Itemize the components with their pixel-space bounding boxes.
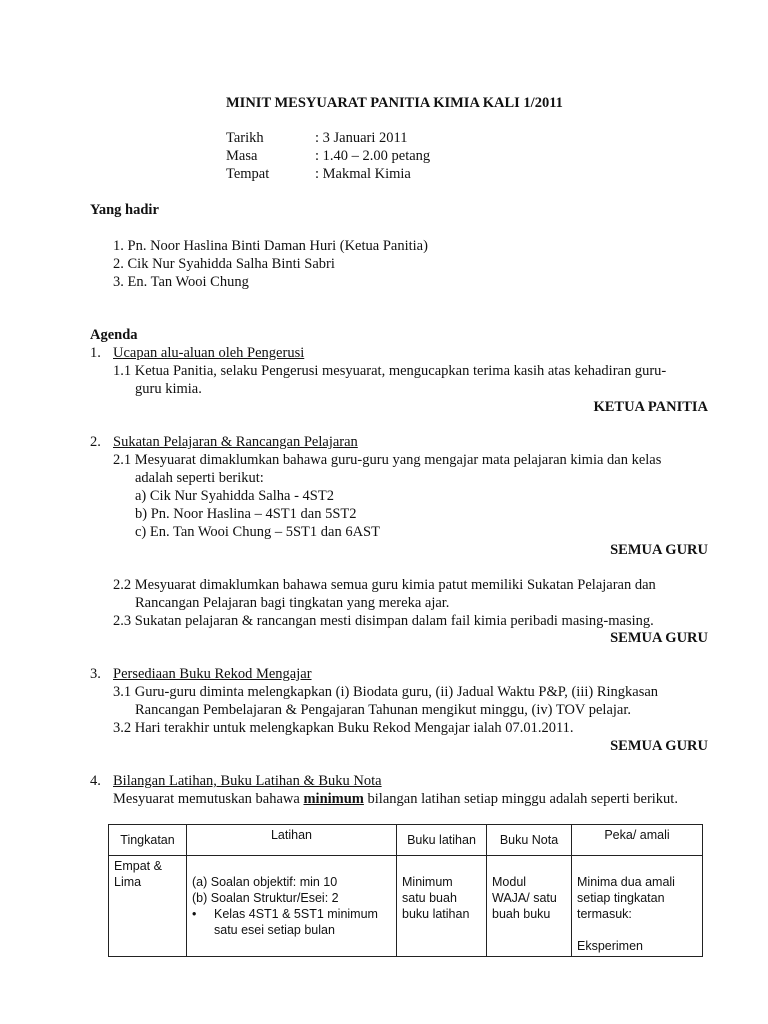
section-number: 4. <box>90 773 101 789</box>
meta-label-time: Masa <box>226 148 258 164</box>
bullet-icon: • <box>192 907 197 921</box>
exercise-table <box>108 824 703 957</box>
section-paragraph: 2.3 Sukatan pelajaran & rancangan mesti disimpan dalam fail kimia peribadi masing-masing. <box>113 613 654 629</box>
attendance-item: 3. En. Tan Wooi Chung <box>113 274 249 290</box>
intro-text: bilangan latihan setiap minggu adalah seperti berikut. <box>363 791 678 807</box>
section-paragraph <box>113 790 678 808</box>
cell-line: Minimum <box>402 875 453 889</box>
list-item: a) Cik Nur Syahidda Salha - 4ST2 <box>135 488 334 504</box>
section-paragraph: 3.1 Guru-guru diminta melengkapkan (i) Biodata guru, (ii) Jadual Waktu P&P, (iii) Ringkasan <box>113 684 659 700</box>
attendance-item: 2. Cik Nur Syahidda Salha Binti Sabri <box>113 256 335 272</box>
cell-line: Minima dua amali <box>577 875 675 889</box>
attendance-item: 1. Pn. Noor Haslina Binti Daman Huri (Ketua Panitia) <box>113 238 428 254</box>
section-paragraph: 2.1 Mesyuarat dimaklumkan bahawa guru-guru yang mengajar mata pelajaran kimia dan kelas <box>113 452 662 468</box>
cell-line: termasuk: <box>577 907 632 921</box>
section-paragraph: 1.1 Ketua Panitia, selaku Pengerusi mesyuarat, mengucapkan terima kasih atas kehadiran guru- <box>113 363 667 379</box>
cell-line: (b) Soalan Struktur/Esei: 2 <box>192 891 339 905</box>
section-paragraph: Rancangan Pelajaran bagi tingkatan yang mereka ajar. <box>135 595 450 611</box>
section-paragraph: Rancangan Pembelajaran & Pengajaran Tahunan mengikut minggu, (iv) TOV pelajar. <box>135 702 632 718</box>
cell-peka <box>572 856 703 957</box>
meta-value-time: : 1.40 – 2.00 petang <box>315 148 431 164</box>
section-number: 1. <box>90 345 101 361</box>
section-paragraph: 2.2 Mesyuarat dimaklumkan bahawa semua guru kimia patut memiliki Sukatan Pelajaran dan <box>113 577 656 593</box>
header-cell: Tingkatan <box>109 825 187 856</box>
list-item: b) Pn. Noor Haslina – 4ST1 dan 5ST2 <box>135 506 357 522</box>
action-by: SEMUA GURU <box>610 630 708 646</box>
bullet-text: Kelas 4ST1 & 5ST1 minimum <box>214 907 378 921</box>
header-cell: Buku latihan <box>397 825 487 856</box>
cell-line: Modul <box>492 875 527 889</box>
cell-line: satu esei setiap bulan <box>214 923 335 937</box>
cell-latihan <box>187 856 397 957</box>
action-by: SEMUA GURU <box>610 738 708 754</box>
intro-text: Mesyuarat memutuskan bahawa <box>113 791 304 807</box>
table-header-row <box>109 825 703 856</box>
cell-buku-latihan <box>397 856 487 957</box>
section-number: 3. <box>90 666 101 682</box>
cell-line: Empat & <box>114 859 162 873</box>
meta-label-place: Tempat <box>226 166 270 182</box>
cell-line: buah buku <box>492 907 551 921</box>
attendance-heading: Yang hadir <box>90 202 159 218</box>
section-title: Persediaan Buku Rekod Mengajar <box>113 666 312 682</box>
section-paragraph: adalah seperti berikut: <box>135 470 264 486</box>
section-number: 2. <box>90 434 101 450</box>
agenda-heading: Agenda <box>90 327 138 343</box>
cell-line: setiap tingkatan <box>577 891 665 905</box>
cell-line: Lima <box>114 875 142 889</box>
header-cell: Buku Nota <box>487 825 572 856</box>
cell-spacer <box>577 922 697 938</box>
cell-buku-nota <box>487 856 572 957</box>
action-by: SEMUA GURU <box>610 542 708 558</box>
section-title: Ucapan alu-aluan oleh Pengerusi <box>113 345 305 361</box>
meta-label-date: Tarikh <box>226 130 264 146</box>
action-by: KETUA PANITIA <box>593 399 708 415</box>
list-item: c) En. Tan Wooi Chung – 5ST1 dan 6AST <box>135 524 380 540</box>
header-cell: Latihan <box>187 825 397 856</box>
cell-line: Eksperimen <box>577 939 643 953</box>
section-title: Sukatan Pelajaran & Rancangan Pelajaran <box>113 434 358 450</box>
intro-emphasis: minimum <box>303 791 364 807</box>
meta-value-place: : Makmal Kimia <box>315 166 411 182</box>
section-title: Bilangan Latihan, Buku Latihan & Buku Nota <box>113 773 382 789</box>
section-paragraph: guru kimia. <box>135 381 202 397</box>
cell-line: WAJA/ satu <box>492 891 557 905</box>
cell-line: buku latihan <box>402 907 470 921</box>
table-row <box>109 856 703 957</box>
meta-value-date: : 3 Januari 2011 <box>315 130 408 146</box>
header-cell: Peka/ amali <box>572 825 703 856</box>
cell-tingkatan <box>109 856 187 957</box>
section-paragraph: 3.2 Hari terakhir untuk melengkapkan Buku Rekod Mengajar ialah 07.01.2011. <box>113 720 574 736</box>
document-title: MINIT MESYUARAT PANITIA KIMIA KALI 1/2011 <box>226 95 563 111</box>
cell-line: (a) Soalan objektif: min 10 <box>192 875 338 889</box>
cell-line: satu buah <box>402 891 457 905</box>
cell-line <box>192 906 391 922</box>
